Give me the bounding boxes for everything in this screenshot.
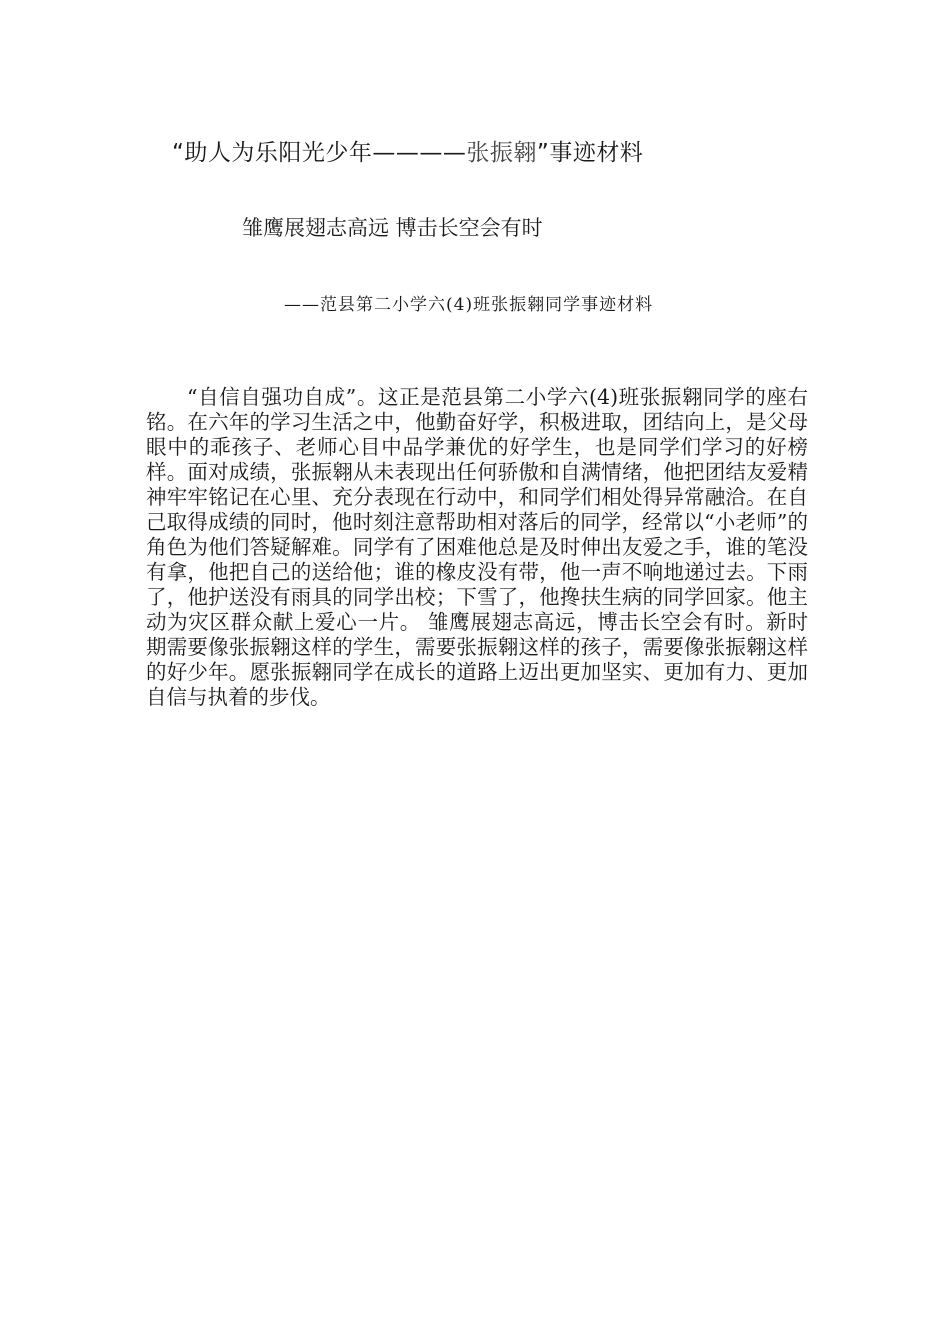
title-student-name: 张振翱	[466, 140, 537, 166]
document-subtitle: 雏鹰展翅志高远 博击长空会有时	[242, 216, 543, 240]
body-paragraph: “自信自强功自成”。这正是范县第二小学六(4)班张振翱同学的座右铭。在六年的学习生活之中，他勤奋好学，积极进取，团结向上，是父母眼中的乖孩子、老师心目中品学兼优的好学生，也是同学们学习的好榜样。面对成绩，张振翱从未表现出任何骄傲和自满情绪，他把团结友爱精神牢牢铭记在心里、充分表现在行动中，和同学们相处得异常融洽。在自己取得成绩的同时，他时刻注意帮助相对落后的同学，经常以“小老师”的角色为他们答疑解难。同学有了困难他总是及时伸出友爱之手，谁的笔没有拿，他把自己的送给他；谁的橡皮没有带，他一声不响地递过去。下雨了，他护送没有雨具的同学出校；下雪了，他搀扶生病的同学回家。他主动为灾区群众献上爱心一片。 雏鹰展翅志高远，博击长空会有时。新时期需要像张振翱这样的学生，需要张振翱这样的孩子，需要像张振翱这样的好少年。愿张振翱同学在成长的道路上迈出更加坚实、更加有力、更加自信与执着的步伐。	[146, 385, 808, 709]
title-text-start: “助人为乐阳光少年————	[172, 140, 467, 166]
document-title	[172, 134, 643, 167]
document-byline: ——范县第二小学六(4)班张振翱同学事迹材料	[284, 295, 654, 315]
title-text-end: ”事迹材料	[536, 140, 644, 166]
